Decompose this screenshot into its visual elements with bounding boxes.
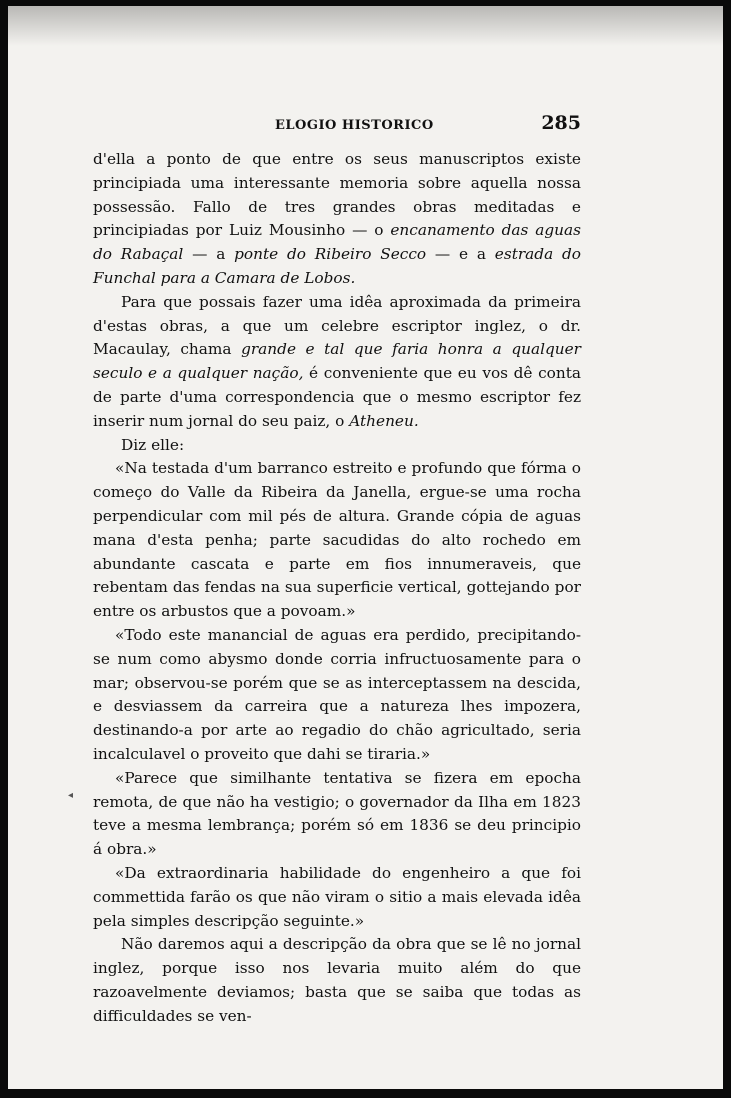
text-segment: d'ella a ponto de que entre os seus manuscriptos existe principiada uma interessante memoria sobre aquella nossa possessão. Fallo de tres grandes obras meditadas e principiadas por Luiz Mousinho — o (93, 150, 581, 240)
quoted-paragraph (93, 624, 581, 767)
text-segment: «Parece que similhante tentativa se fizera em epocha remota, de que não ha vestigio; o governador da Ilha em 1823 teve a mesma lembrança; porém só em 1836 se deu principio á obra.» (93, 768, 581, 859)
page-number: 285 (541, 112, 581, 134)
paragraph (93, 291, 581, 434)
text-segment: «Todo este manancial de aguas era perdido, precipitando-se num como abysmo donde corria infructuosamente para o mar; observou-se porém que se as interceptassem na descida, e desviassem da carreira que a natureza lhes impozera, destinando-a por arte ao regadio do chão agricultado, seria incalculavel o proveito que dahi se tiraria.» (93, 625, 581, 763)
text-segment: Para que possais fazer uma idêa aproximada da primeira d'estas obras, a que um celebre escriptor inglez, o dr. Macaulay, chama (93, 292, 581, 359)
paragraph (93, 434, 581, 458)
quoted-paragraph (93, 457, 581, 624)
text-segment-italic: Atheneu. (349, 411, 419, 430)
quoted-paragraph (93, 862, 581, 933)
running-head (93, 110, 581, 138)
text-segment: — e a (426, 245, 495, 264)
body-text (93, 148, 581, 1028)
paragraph (93, 933, 581, 1028)
page-edge-shadow (8, 6, 723, 46)
text-segment-italic: ponte do Ribeiro Secco (234, 245, 427, 264)
running-title: ELOGIO HISTORICO (275, 118, 434, 133)
text-segment-italic: estrada do Funchal para a Camara de Lobos. (93, 245, 581, 287)
text-segment: «Da extraordinaria habilidade do engenheiro a que foi commettida farão os que não viram o sitio a mais elevada idêa pela simples descripção seguinte.» (93, 863, 581, 930)
text-segment-italic: encanamento das aguas do Rabaçal (93, 221, 581, 264)
text-segment: Não daremos aqui a descripção da obra que se lê no jornal inglez, porque isso nos levaria muito além do que razoavelmente deviamos; basta que se saiba que todas as difficuldades se ven- (93, 935, 581, 1025)
text-segment: «Na testada d'um barranco estreito e profundo que fórma o começo do Valle da Ribeira da Janella, ergue-se uma rocha perpendicular com mil pés de altura. Grande cópia de aguas mana d'esta penha; parte sacudidas do alto rochedo em abundante cascata e parte em fios innumeraveis, que rebentam das fendas na sua superficie vertical, gottejando por entre os arbustos que a povoam.» (93, 459, 581, 621)
margin-mark: ◂ (68, 790, 74, 801)
paragraph (93, 148, 581, 291)
text-segment: é conveniente que eu vos dê conta de parte d'uma correspondencia que o mesmo escriptor fez inserir num jornal do seu paiz, o (93, 364, 581, 430)
text-segment: Diz elle: (121, 435, 185, 454)
page-content (93, 110, 581, 1028)
quoted-paragraph (93, 767, 581, 862)
text-segment: — a (183, 245, 235, 264)
text-segment-italic: grande e tal que faria honra a qualquer seculo e a qualquer nação, (93, 340, 581, 383)
